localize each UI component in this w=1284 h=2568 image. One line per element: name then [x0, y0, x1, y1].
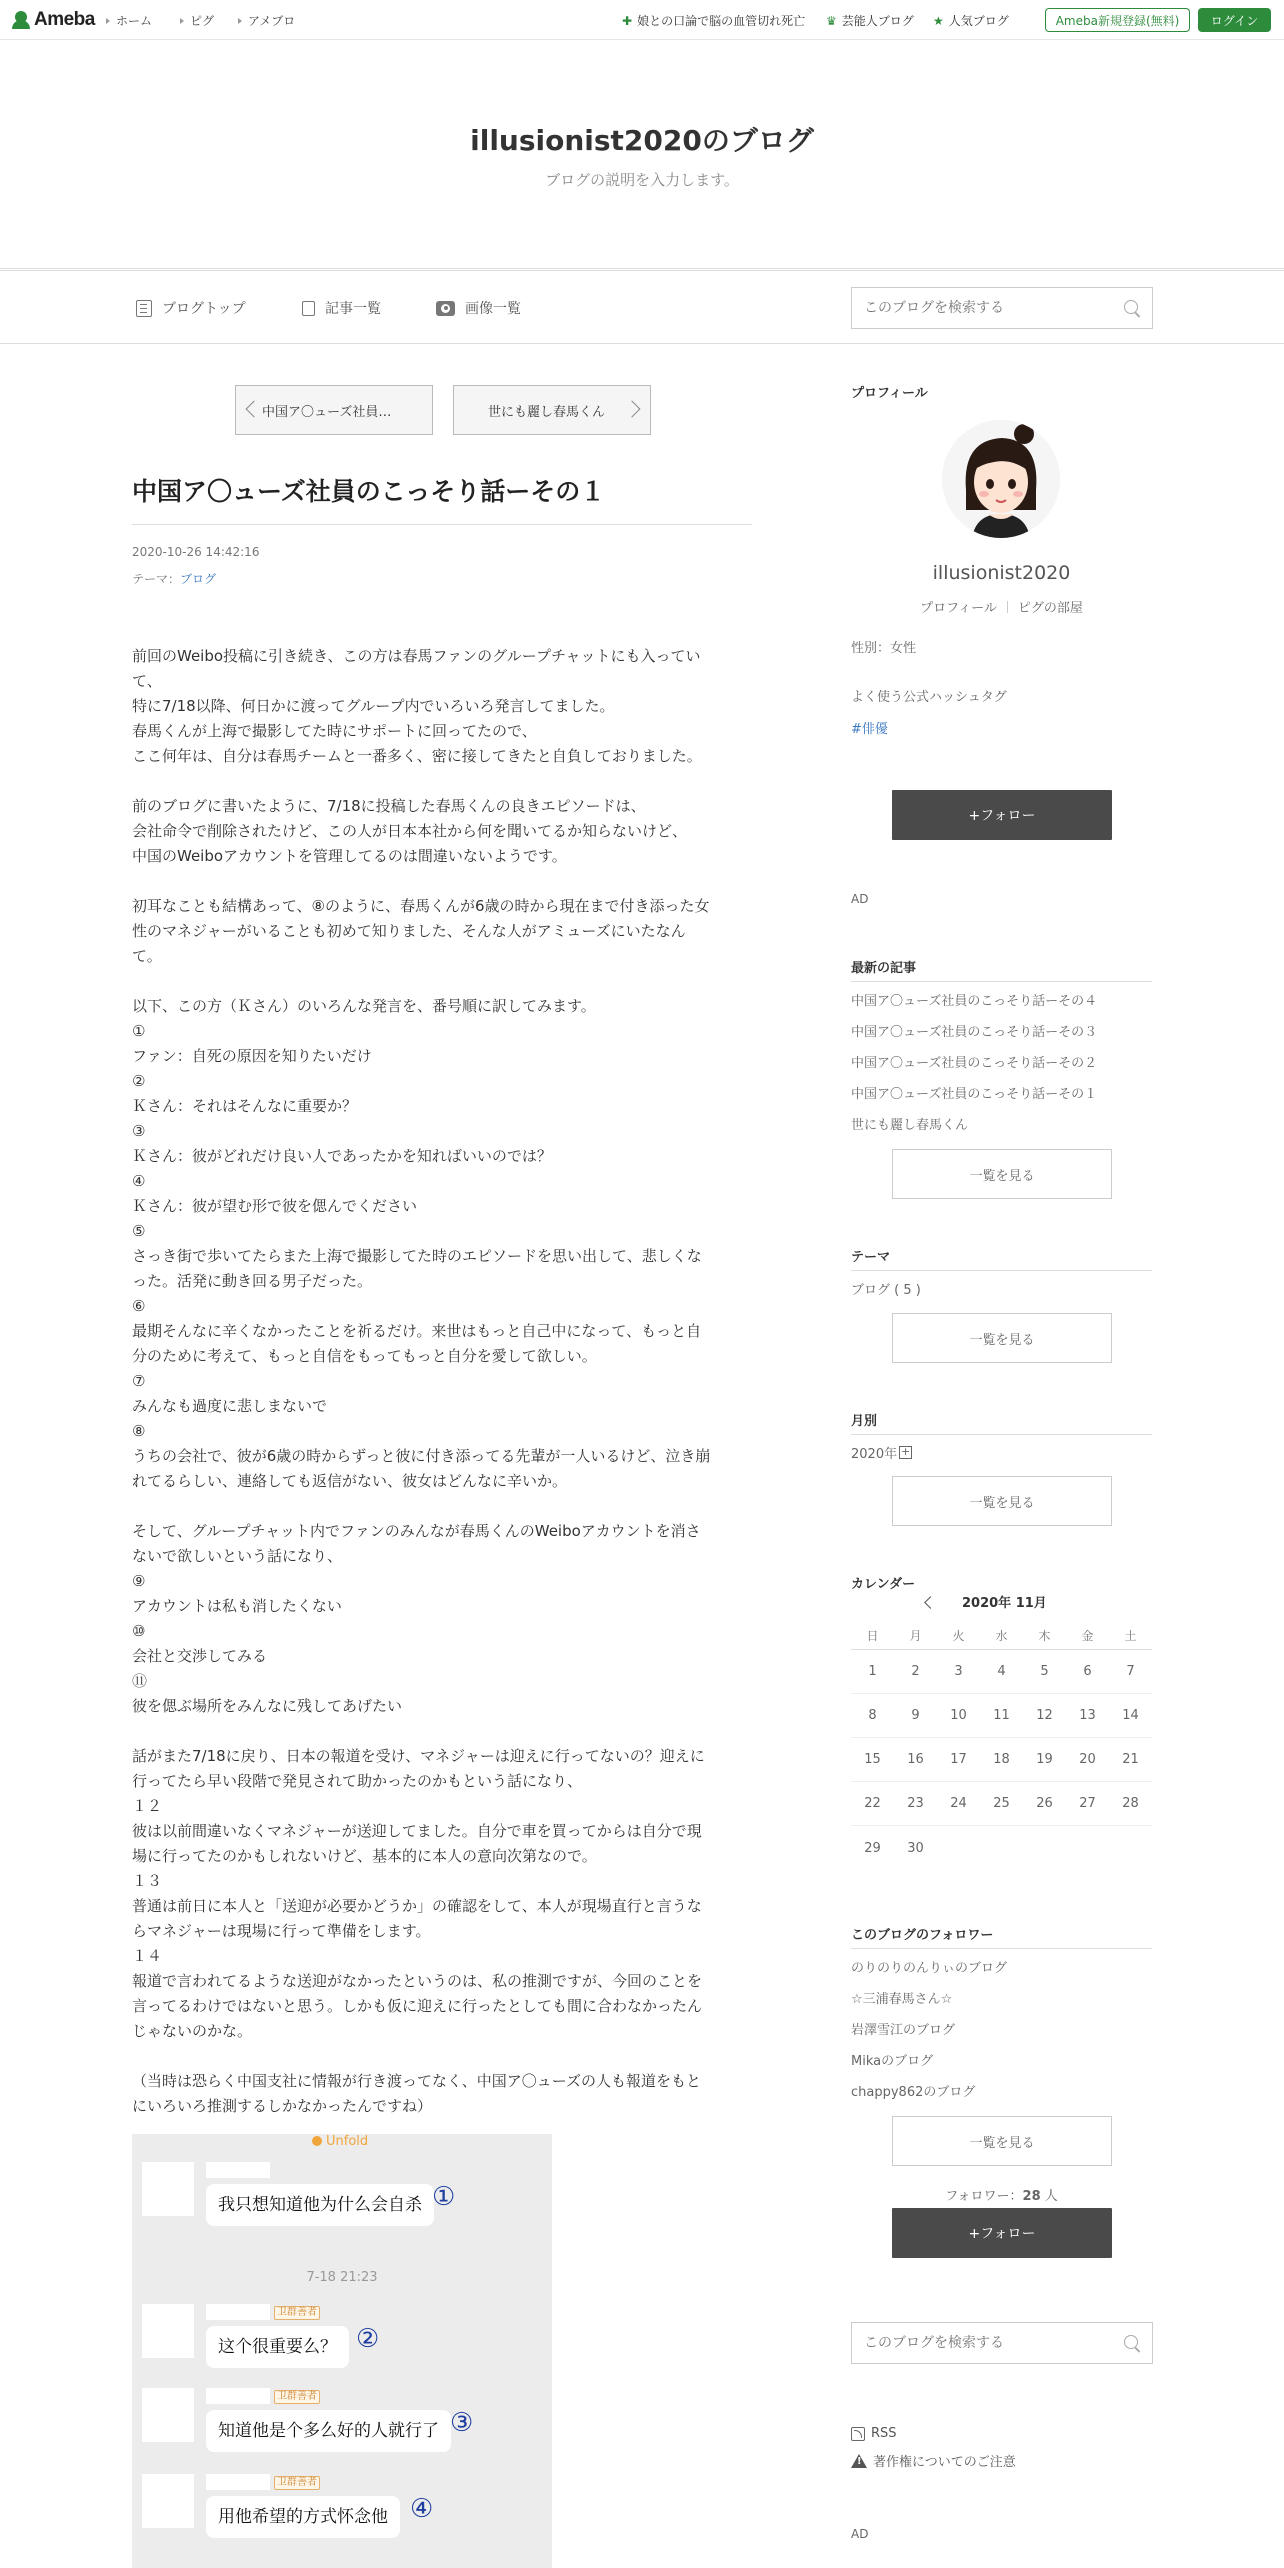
nav-blog-top[interactable]: [136, 298, 246, 318]
register-button[interactable]: Ameba新規登録(無料): [1045, 8, 1190, 32]
calendar-day: 30: [907, 1840, 924, 1856]
user-tag: 卫群善者: [274, 2476, 320, 2490]
calendar-day: 22: [864, 1796, 881, 1811]
calendar-day: 27: [1079, 1796, 1096, 1811]
chat-screenshot[interactable]: [132, 2134, 552, 2568]
entry-text-line: 普通は前日に本人と「送迎が必要かどうか」の確認をして、本人が現場直行と言うな: [132, 1897, 702, 1915]
entry-text-line: らマネジャーは現場に行って準備をします。: [132, 1922, 431, 1940]
entry-text-line: て、: [132, 672, 162, 690]
celebrity-blog-link[interactable]: [826, 12, 914, 29]
calendar-day: 9: [911, 1708, 920, 1723]
latest-heading: 最新の記事: [851, 961, 917, 976]
calendar-week: [851, 1650, 1152, 1694]
entry-title[interactable]: 中国ア〇ューズ社員のこっそり話ーその１: [132, 477, 606, 506]
calendar-weekday: 水: [995, 1629, 1008, 1643]
entry-date: 2020-10-26 14:42:16: [132, 545, 260, 559]
latest-entry-link[interactable]: 世にも麗し春馬くん: [851, 1118, 969, 1133]
follow-button[interactable]: +フォロー: [892, 790, 1112, 840]
nav-entry-list[interactable]: [302, 298, 381, 318]
entry-paragraph: [132, 794, 758, 869]
entry-text-line: 場に行ってたのかもしれないけど、基本的に本人の意向次第なので。: [132, 1847, 597, 1865]
entry-text-line: さっき街で歩いてたらまた上海で撮影してた時のエピソードを思い出して、悲しくな: [132, 1247, 702, 1265]
title-divider: [132, 524, 752, 525]
calendar-day: 10: [950, 1708, 967, 1723]
follower-count-value: 28: [1022, 2189, 1041, 2204]
nav-ameblo[interactable]: [238, 12, 295, 29]
calendar-day: 8: [868, 1708, 877, 1723]
monthly-item-label: 2020年: [851, 1447, 898, 1462]
entry-theme-label: テーマ：: [132, 572, 181, 586]
calendar-day: 29: [864, 1840, 881, 1856]
hashtag-heading: よく使う公式ハッシュタグ: [851, 690, 1007, 705]
entry-text-line: ないで欲しいという話になり、: [132, 1547, 343, 1565]
calendar-day: 25: [993, 1796, 1010, 1811]
latest-entry-link[interactable]: 中国ア〇ューズ社員のこっそり話ーその２: [851, 1056, 1098, 1071]
entry-text-line: ⑦: [132, 1372, 146, 1390]
sidebar-footer-links: [851, 2426, 1016, 2470]
calendar-week: [851, 1738, 1152, 1782]
entry-text-line: ⑩: [132, 1622, 146, 1640]
monthly-see-all-button[interactable]: 一覧を見る: [892, 1476, 1112, 1526]
entry-paragraph: [132, 2069, 758, 2119]
blog-nav: [0, 270, 1284, 344]
profile-heading: プロフィール: [851, 386, 928, 401]
follower-count-unit: 人: [1044, 2189, 1058, 2204]
popular-blog-label: 人気ブログ: [948, 14, 1009, 28]
avatar: [142, 2388, 194, 2442]
entry-text-line: 会社命令で削除されたけど、この人が日本本社から何を聞いてるか知らないけど、: [132, 822, 688, 840]
entry-text-line: ファン：自死の原因を知りたいだけ: [132, 1047, 372, 1065]
search-icon[interactable]: [1124, 2335, 1138, 2349]
chat-bubble: 用他希望的方式怀念他: [206, 2496, 400, 2538]
calendar-grid: [851, 1622, 1152, 1870]
entry-text-line: 行ってたら早い段階で発見されて助かったのかもという話になり、: [132, 1772, 583, 1790]
calendar-day: 1: [868, 1664, 877, 1679]
entry-text-line: 話がまた7/18に戻り、日本の報道を受け、マネジャーは迎えに行ってないの？迎えに: [132, 1747, 705, 1765]
latest-entry-link[interactable]: 中国ア〇ューズ社員のこっそり話ーその１: [851, 1087, 1098, 1102]
avatar-illustration: [942, 420, 1060, 538]
calendar-weekday: 木: [1038, 1629, 1051, 1643]
calendar-day: 19: [1036, 1752, 1053, 1767]
copyright-notice-link[interactable]: [851, 2451, 1016, 2470]
entry-theme-link[interactable]: ブログ: [180, 572, 217, 586]
followers-see-all-button[interactable]: 一覧を見る: [892, 2116, 1112, 2166]
rss-icon: [851, 2427, 865, 2441]
entry-text-line: ⑨: [132, 1572, 146, 1590]
follow-button-bottom[interactable]: +フォロー: [892, 2208, 1112, 2258]
entry-text-line: ②: [132, 1072, 146, 1090]
calendar-day: 20: [1079, 1752, 1096, 1767]
unfold-label: Unfold: [312, 2134, 368, 2149]
login-button[interactable]: ログイン: [1198, 8, 1271, 32]
name-placeholder: [206, 2474, 270, 2490]
chat-number: ②: [356, 2324, 380, 2354]
followers-heading: このブログのフォロワー: [851, 1928, 994, 1943]
sidebar-search-input[interactable]: [852, 2323, 1112, 2363]
entry-text-line: った。活発に動き回る男子だった。: [132, 1272, 373, 1290]
follower-count: [851, 2185, 1152, 2204]
theme-item-link[interactable]: ブログ ( 5 ): [851, 1283, 921, 1298]
user-tag: 卫群善者: [274, 2306, 320, 2320]
entry-text-line: 彼は以前間違いなくマネジャーが送迎してました。自分で車を買ってからは自分で現: [132, 1822, 702, 1840]
plus-icon: ✚: [622, 13, 633, 28]
profile-avatar[interactable]: [942, 420, 1060, 538]
entry-text-line: ④: [132, 1172, 146, 1190]
trending-topic-label: 娘との口論で脳の血管切れ死亡: [637, 14, 806, 28]
theme-see-all-button[interactable]: 一覧を見る: [892, 1313, 1112, 1363]
entry-text-line: れてるらしい、連絡しても返信がない、彼女はどんなに辛いか。: [132, 1472, 568, 1490]
camera-icon: [436, 301, 455, 316]
nav-home-label: ホーム: [116, 14, 153, 28]
search-icon[interactable]: [1124, 300, 1138, 314]
entry-text-line: ①: [132, 1022, 146, 1040]
calendar-day: 6: [1083, 1664, 1092, 1679]
calendar-day: 11: [993, 1708, 1010, 1723]
calendar-day: 2: [911, 1664, 920, 1679]
user-tag: 卫群善者: [274, 2390, 320, 2404]
entry-text-line: ここ何年は、自分は春馬チームと一番多く、密に接してきたと自負しておりました。: [132, 747, 702, 765]
entry-theme: [132, 570, 216, 587]
calendar-day: 18: [993, 1752, 1010, 1767]
nav-ameblo-label: アメブロ: [248, 14, 296, 28]
entry-text-line: 会社と交渉してみる: [132, 1647, 268, 1665]
entry-text-line: ⑥: [132, 1297, 146, 1315]
entry-text-line: 以下、この方（Ｋさん）のいろんな発言を、番号順に訳してみます。: [132, 997, 596, 1015]
nav-home[interactable]: [106, 12, 152, 29]
section-divider: [851, 1434, 1152, 1435]
latest-entry-link[interactable]: 中国ア〇ューズ社員のこっそり話ーその４: [851, 994, 1098, 1009]
calendar-day: 12: [1036, 1708, 1053, 1723]
follower-link[interactable]: Mikaのブログ: [851, 2054, 934, 2069]
latest-see-all-button[interactable]: 一覧を見る: [892, 1149, 1112, 1199]
ameba-logo-icon: [12, 11, 30, 29]
popular-blog-link[interactable]: [933, 12, 1009, 29]
avatar: [142, 2304, 194, 2358]
calendar-weekday: 金: [1081, 1629, 1094, 1643]
blog-header: [0, 41, 1284, 269]
chevron-left-icon[interactable]: [924, 1596, 937, 1609]
entry-text-line: 分のために考えて、もっと自信をもってもっと自分を愛して欲しい。: [132, 1347, 597, 1365]
entry-paragraph: [132, 894, 758, 969]
profile-gender: 性別：女性: [851, 641, 917, 656]
calendar-heading: カレンダー: [851, 1577, 916, 1592]
calendar-day: 15: [864, 1752, 881, 1767]
entry-text-line: Ｋさん：彼が望む形で彼を偲んでください: [132, 1197, 418, 1215]
section-divider: [851, 1948, 1152, 1949]
chat-number: ③: [450, 2408, 474, 2438]
entry-text-line: 最期そんなに辛くなかったことを祈るだけ。来世はもっと自己中になって、もっと自: [132, 1322, 702, 1340]
entry-text-line: １３: [132, 1872, 163, 1890]
calendar-week: [851, 1782, 1152, 1826]
link-separator: [1007, 601, 1008, 613]
calendar-day: 13: [1079, 1708, 1096, 1723]
entry-text-line: みんなも過度に悲しまないで: [132, 1397, 328, 1415]
pages-icon: [302, 301, 315, 316]
follower-link[interactable]: chappy862のブログ: [851, 2085, 976, 2100]
ameba-header: [0, 0, 1284, 40]
calendar-day: 16: [907, 1752, 924, 1767]
entry-text-line: ⑪: [132, 1672, 148, 1690]
avatar: [142, 2474, 194, 2528]
next-entry-button[interactable]: [453, 385, 651, 435]
entry-text-line: 中国のWeiboアカウントを管理してるのは間違いないようです。: [132, 847, 567, 865]
ameba-logo[interactable]: [12, 9, 95, 31]
entry-text-line: １４: [132, 1947, 163, 1965]
document-icon: [136, 300, 152, 317]
trending-topic-link[interactable]: [622, 12, 805, 29]
nav-entry-list-label: 記事一覧: [325, 301, 381, 317]
calendar-day: 5: [1040, 1664, 1049, 1679]
calendar-day: 17: [950, 1752, 967, 1767]
calendar-month: 2020年 11月: [962, 1596, 1047, 1611]
calendar-week: [851, 1694, 1152, 1738]
nav-blog-top-label: ブログトップ: [162, 301, 246, 317]
chat-timestamp: 7-18 21:23: [306, 2270, 378, 2285]
calendar-day: 26: [1036, 1796, 1053, 1811]
entry-text-line: て。: [132, 947, 162, 965]
blog-search: [851, 287, 1153, 329]
chat-bubble: 我只想知道他为什么会自杀: [206, 2184, 434, 2226]
chat-number: ④: [410, 2494, 434, 2524]
calendar-weekday: 月: [909, 1629, 922, 1643]
hashtag-link[interactable]: #俳優: [851, 722, 888, 737]
prev-entry-button[interactable]: [235, 385, 433, 435]
calendar-day: 21: [1122, 1752, 1139, 1767]
monthly-item-link[interactable]: [851, 1443, 912, 1462]
calendar-day: 4: [997, 1664, 1006, 1679]
blog-title[interactable]: illusionist2020のブログ: [470, 124, 814, 157]
calendar-week: [851, 1826, 1152, 1870]
entry-text-line: うちの会社で、彼が6歳の時からずっと彼に付き添ってる先輩が一人いるけど、泣き崩: [132, 1447, 711, 1465]
entry-text-line: １２: [132, 1797, 163, 1815]
entry-text-line: ⑤: [132, 1222, 146, 1240]
blog-description: ブログの説明を入力します。: [545, 171, 739, 189]
expand-icon[interactable]: +: [900, 1445, 911, 1458]
calendar-weekday: 土: [1124, 1629, 1137, 1643]
chat-bubble: 知道他是个多么好的人就行了: [206, 2410, 451, 2452]
ad-label: AD: [851, 892, 869, 906]
entry-text-line: ⑧: [132, 1422, 146, 1440]
monthly-heading: 月別: [851, 1414, 878, 1429]
profile-link[interactable]: プロフィール: [920, 601, 997, 616]
entry-text-line: ③: [132, 1122, 146, 1140]
calendar-weekday: 日: [866, 1629, 879, 1643]
profile-links: [851, 597, 1152, 616]
entry-text-line: 彼を偲ぶ場所をみんなに残してあげたい: [132, 1697, 403, 1715]
entry-text-line: にいろいろ推測するしかなかったんですね）: [132, 2097, 433, 2115]
follower-link[interactable]: のりのりのんりぃのブログ: [851, 1961, 1008, 1976]
section-divider: [851, 1270, 1152, 1271]
arrow-right-icon: [180, 18, 184, 24]
chat-bubble: 这个很重要么？: [206, 2326, 349, 2368]
rss-label: RSS: [871, 2426, 897, 2441]
warning-icon: [851, 2454, 867, 2468]
entry-paragraph: [132, 994, 758, 1494]
entry-text-line: （当時は恐らく中国支社に情報が行き渡ってなく、中国ア〇ューズの人も報道をもと: [132, 2072, 701, 2090]
calendar-day: 14: [1122, 1708, 1139, 1723]
entry-text-line: アカウントは私も消したくない: [132, 1597, 342, 1615]
calendar-day: 3: [954, 1664, 963, 1679]
calendar-day: 24: [950, 1796, 967, 1811]
entry-text-line: じゃないのかな。: [132, 2022, 253, 2040]
star-icon: ★: [933, 13, 944, 28]
entry-text-line: 前回のWeibo投稿に引き続き、この方は春馬ファンのグループチャットにも入ってい: [132, 647, 701, 665]
calendar-day: 23: [907, 1796, 924, 1811]
calendar-weekday: 火: [952, 1629, 965, 1643]
arrow-right-icon: [238, 18, 242, 24]
follower-link[interactable]: ☆三浦春馬さん☆: [851, 1992, 953, 2007]
chevron-right-icon: [624, 401, 641, 418]
entry-text-line: 特に7/18以降、何日かに渡ってグループ内でいろいろ発言してました。: [132, 697, 615, 715]
entry-text-line: そして、グループチャット内でファンのみんなが春馬くんのWeiboアカウントを消さ: [132, 1522, 701, 1540]
nav-pigg[interactable]: [180, 12, 214, 29]
entry-text-line: 春馬くんが上海で撮影してた時にサポートに回ってたので、: [132, 722, 537, 740]
entry-pager: [235, 385, 651, 435]
crown-icon: ♛: [826, 13, 837, 28]
entry-paragraph: [132, 1744, 758, 2044]
calendar-day: 28: [1122, 1796, 1139, 1811]
chat-number: ①: [432, 2182, 456, 2212]
ameba-logo-text: Ameba: [34, 9, 95, 30]
name-placeholder: [206, 2304, 270, 2320]
entry-text-line: 初耳なことも結構あって、⑧のように、春馬くんが6歳の時から現在まで付き添った女: [132, 897, 710, 915]
entry-text-line: 性のマネジャーがいることも初めて知りました、そんな人がアミューズにいたなん: [132, 922, 686, 940]
entry-text-line: Ｋさん：彼がどれだけ良い人であったかを知ればいいのでは？: [132, 1147, 552, 1165]
nav-pigg-label: ピグ: [190, 14, 215, 28]
entry-text-line: 報道で言われてるような送迎がなかったというのは、私の推測ですが、今回のことを: [132, 1972, 703, 1990]
entry-body: [132, 644, 758, 2144]
chevron-left-icon: [246, 401, 263, 418]
copyright-notice-label: 著作権についてのご注意: [873, 2455, 1016, 2470]
prev-entry-label: 中国ア〇ューズ社員…: [262, 404, 392, 420]
name-placeholder: [206, 2388, 270, 2404]
entry-text-line: 前のブログに書いたように、7/18に投稿した春馬くんの良きエピソードは、: [132, 797, 646, 815]
blog-search-input[interactable]: [852, 288, 1112, 328]
pigg-room-link[interactable]: ピグの部屋: [1017, 601, 1083, 616]
name-placeholder: [206, 2162, 270, 2178]
follower-link[interactable]: 岩澤雪江のブログ: [851, 2023, 956, 2038]
entry-paragraph: [132, 644, 758, 769]
calendar-day: 7: [1126, 1664, 1135, 1679]
ad-label-bottom: AD: [851, 2527, 869, 2541]
follower-count-label: フォロワー：: [945, 2189, 1023, 2204]
nav-image-list[interactable]: [436, 298, 521, 318]
theme-heading: テーマ: [851, 1250, 891, 1265]
rss-link[interactable]: [851, 2426, 1016, 2441]
latest-entry-link[interactable]: 中国ア〇ューズ社員のこっそり話ーその３: [851, 1025, 1098, 1040]
arrow-right-icon: [106, 18, 110, 24]
celebrity-blog-label: 芸能人ブログ: [841, 14, 914, 28]
entry-text-line: 言ってるわけではないと思う。しかも仮に迎えに行ったとしても間に合わなかったん: [132, 1997, 703, 2015]
profile-name[interactable]: illusionist2020: [932, 562, 1071, 584]
entry-paragraph: [132, 1519, 758, 1719]
nav-image-list-label: 画像一覧: [465, 301, 521, 317]
avatar: [142, 2162, 194, 2216]
calendar-weekday-row: [851, 1622, 1152, 1650]
section-divider: [851, 981, 1152, 982]
entry-text-line: Ｋさん：それはそんなに重要か？: [132, 1097, 358, 1115]
next-entry-label: 世にも麗し春馬くん: [488, 404, 606, 420]
sidebar-search: [851, 2322, 1153, 2364]
